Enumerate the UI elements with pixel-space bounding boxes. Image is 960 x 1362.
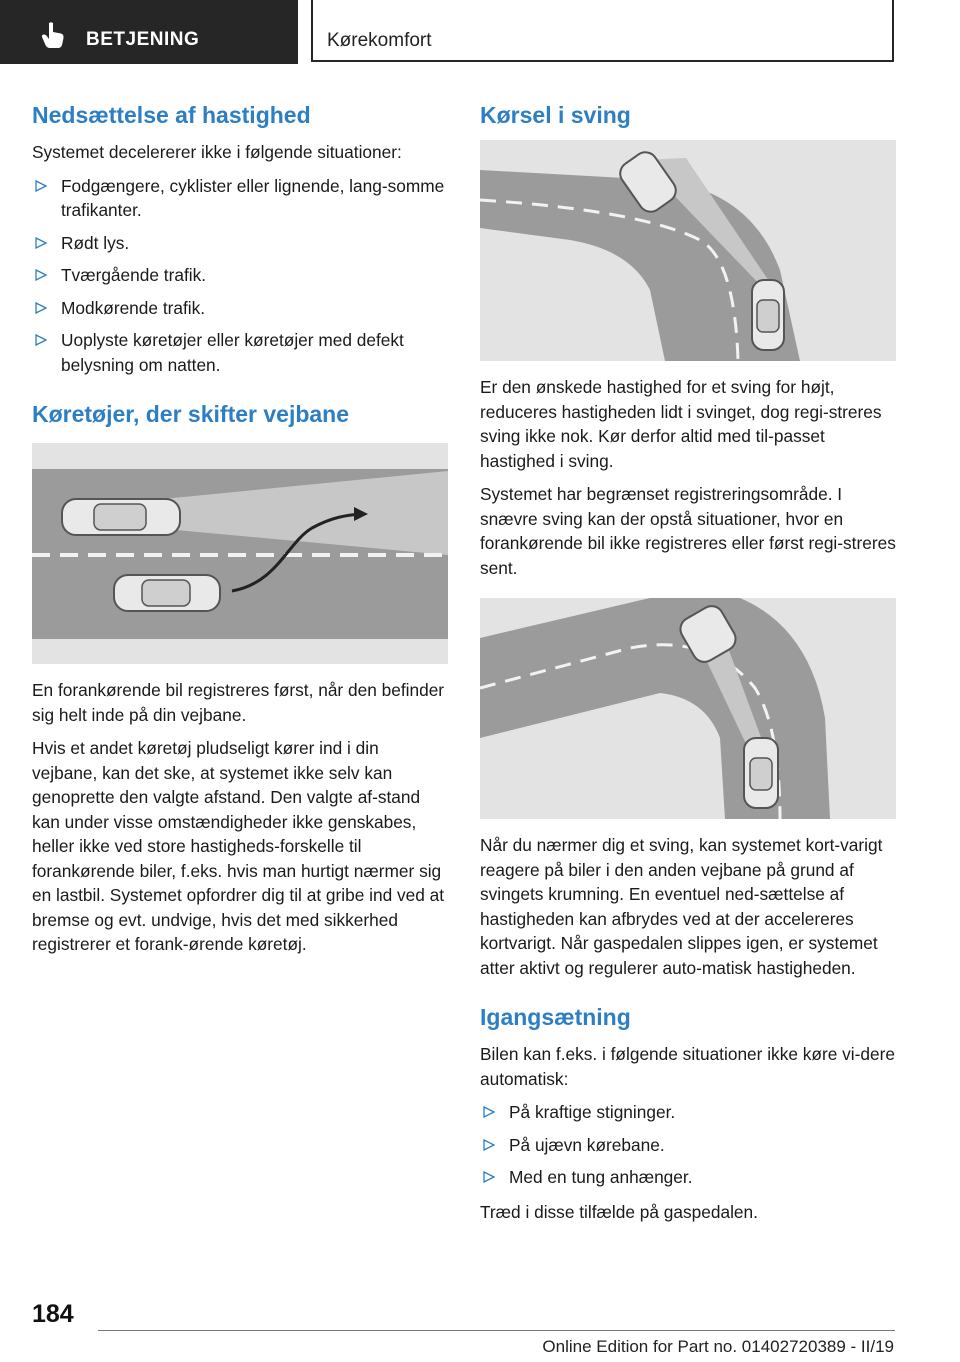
triangle-bullet-icon [35, 302, 47, 314]
triangle-bullet-icon [35, 180, 47, 192]
paragraph: En forankørende bil registreres først, når den befinder sig helt inde på din vejbane. [32, 680, 445, 725]
list-item: Tværgående trafik. [32, 263, 448, 288]
car-icon [752, 280, 784, 350]
lane-change-illustration [32, 443, 448, 664]
heading-lane-change: Køretøjer, der skifter vejbane [32, 401, 350, 427]
list-item: Rødt lys. [32, 231, 448, 256]
heading-speed-reduction: Nedsættelse af hastighed [32, 102, 311, 128]
list-item: Fodgængere, cyklister eller lignende, lang-somme trafikanter. [32, 174, 448, 223]
list-item: Med en tung anhænger. [480, 1165, 896, 1190]
hand-pointer-icon [38, 20, 68, 50]
section-title: BETJENING [86, 29, 200, 50]
footer-divider [98, 1330, 895, 1331]
list-item: Uoplyste køretøjer eller køretøjer med defekt belysning om natten. [32, 328, 448, 377]
car-icon [114, 575, 220, 611]
page-number: 184 [32, 1300, 74, 1328]
paragraph: Er den ønskede hastighed for et sving for højt, reduceres hastigheden lidt i svinget, dog regi-streres sving ikke nok. Kør derfor altid med til-passet hastighed i sving. [480, 377, 882, 471]
paragraph: Når du nærmer dig et sving, kan systemet kort-varigt reagere på biler i den anden vejbane på grund af svingets krumning. En eventuel ned-sættelse af hastigheden kan afbrydes ved at der accelereres kortvarigt. Når gaspedalen slippes igen, er systemet atter aktivt og regulerer auto-matisk hastigheden. [480, 835, 883, 978]
list-item: På ujævn kørebane. [480, 1133, 896, 1158]
heading-cornering: Kørsel i sving [480, 102, 631, 128]
cornering-illustration [480, 140, 896, 361]
paragraph: Systemet decelererer ikke i følgende situationer: [32, 142, 402, 162]
car-icon [744, 738, 778, 808]
triangle-bullet-icon [35, 237, 47, 249]
section-tab [0, 0, 298, 64]
triangle-bullet-icon [483, 1139, 495, 1151]
left-column [32, 100, 448, 966]
curve-adjacent-lane-illustration [480, 598, 896, 819]
bullet-list [32, 174, 448, 378]
list-item: På kraftige stigninger. [480, 1100, 896, 1125]
triangle-bullet-icon [483, 1171, 495, 1183]
footer-edition: Online Edition for Part no. 01402720389 - II/19 [542, 1337, 894, 1356]
car-icon [62, 499, 180, 535]
triangle-bullet-icon [35, 269, 47, 281]
bullet-list [480, 1100, 896, 1190]
paragraph: Hvis et andet køretøj pludseligt kører ind i din vejbane, kan det ske, at systemet ikke selv kan genoprette den valgte afstand. Den valgte af-stand kan under visse omstændigheder ikke genskabes, heller ikke ved store hastigheds-forskelle til forankørende biler, f.eks. hvis man hurtigt nærmer sig en lastbil. Systemet opfordrer dig til at gribe ind ved at bremse og evt. undvige, hvis det med sikkerhed registrerer et forank-ørende køretøj. [32, 738, 445, 954]
list-item: Modkørende trafik. [32, 296, 448, 321]
paragraph: Træd i disse tilfælde på gaspedalen. [480, 1201, 758, 1222]
triangle-bullet-icon [35, 334, 47, 346]
chapter-title: Kørekomfort [327, 30, 432, 51]
paragraph: Systemet har begrænset registreringsområde. I snævre sving kan der opstå situationer, hvor en forankørende bil ikke registreres eller først regi-streres sent. [480, 484, 896, 578]
chapter-header [311, 0, 894, 62]
triangle-bullet-icon [483, 1106, 495, 1118]
heading-starting: Igangsætning [480, 1004, 631, 1030]
right-column [480, 100, 896, 1233]
paragraph: Bilen kan f.eks. i følgende situationer ikke køre vi-dere automatisk: [480, 1044, 895, 1089]
